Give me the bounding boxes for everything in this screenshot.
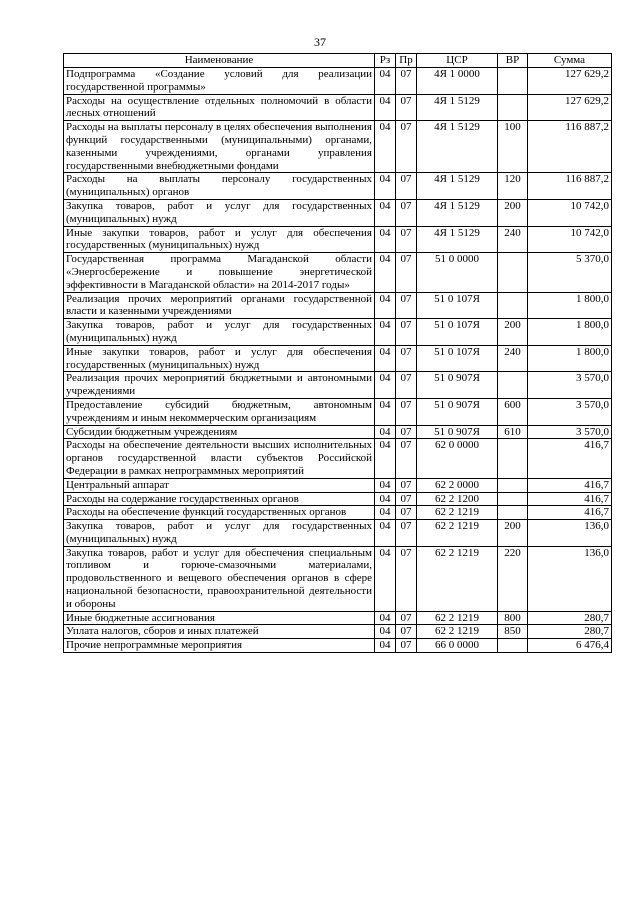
cell-rz: 04 bbox=[375, 639, 396, 653]
table-row bbox=[64, 253, 612, 292]
cell-rz: 04 bbox=[375, 546, 396, 611]
cell-rz: 04 bbox=[375, 121, 396, 173]
cell-sum: 5 370,0 bbox=[528, 253, 612, 292]
cell-sum: 6 476,4 bbox=[528, 639, 612, 653]
cell-name: Иные бюджетные ассигнования bbox=[64, 611, 375, 625]
cell-vr: 240 bbox=[498, 226, 528, 253]
cell-pr: 07 bbox=[396, 398, 417, 425]
cell-vr: 600 bbox=[498, 398, 528, 425]
cell-vr: 240 bbox=[498, 345, 528, 372]
cell-csr: 4Я 1 5129 bbox=[417, 226, 498, 253]
cell-pr: 07 bbox=[396, 425, 417, 439]
cell-name: Реализация прочих мероприятий органами государственной власти и казенными учреждениями bbox=[64, 292, 375, 319]
cell-vr: 200 bbox=[498, 199, 528, 226]
table-row bbox=[64, 425, 612, 439]
cell-csr: 51 0 907Я bbox=[417, 398, 498, 425]
cell-pr: 07 bbox=[396, 319, 417, 346]
cell-rz: 04 bbox=[375, 439, 396, 478]
table-row bbox=[64, 506, 612, 520]
cell-name: Подпрограмма «Создание условий для реализации государственной программы» bbox=[64, 68, 375, 95]
cell-name: Центральный аппарат bbox=[64, 478, 375, 492]
cell-csr: 51 0 107Я bbox=[417, 345, 498, 372]
table-row bbox=[64, 199, 612, 226]
cell-csr: 4Я 1 5129 bbox=[417, 199, 498, 226]
table-row bbox=[64, 520, 612, 547]
cell-vr: 850 bbox=[498, 625, 528, 639]
cell-sum: 1 800,0 bbox=[528, 319, 612, 346]
cell-sum: 3 570,0 bbox=[528, 372, 612, 399]
cell-name: Расходы на выплаты персоналу в целях обеспечения выполнения функций государственными (муниципальными) органами, казенными учреждениями, органами управления государственными внебюджетными фондами bbox=[64, 121, 375, 173]
cell-name: Расходы на обеспечение функций государственных органов bbox=[64, 506, 375, 520]
cell-sum: 280,7 bbox=[528, 611, 612, 625]
cell-csr: 4Я 1 5129 bbox=[417, 94, 498, 121]
cell-pr: 07 bbox=[396, 94, 417, 121]
cell-rz: 04 bbox=[375, 173, 396, 200]
cell-csr: 4Я 1 5129 bbox=[417, 121, 498, 173]
cell-name: Расходы на осуществление отдельных полномочий в области лесных отношений bbox=[64, 94, 375, 121]
cell-rz: 04 bbox=[375, 372, 396, 399]
header-pr: Пр bbox=[396, 54, 417, 68]
table-row bbox=[64, 173, 612, 200]
cell-sum: 136,0 bbox=[528, 520, 612, 547]
cell-pr: 07 bbox=[396, 292, 417, 319]
cell-rz: 04 bbox=[375, 478, 396, 492]
cell-vr bbox=[498, 506, 528, 520]
cell-sum: 127 629,2 bbox=[528, 94, 612, 121]
cell-rz: 04 bbox=[375, 292, 396, 319]
cell-pr: 07 bbox=[396, 253, 417, 292]
cell-vr: 100 bbox=[498, 121, 528, 173]
table-body bbox=[64, 68, 612, 653]
cell-pr: 07 bbox=[396, 520, 417, 547]
cell-sum: 416,7 bbox=[528, 492, 612, 506]
table-header-row bbox=[64, 54, 612, 68]
cell-sum: 127 629,2 bbox=[528, 68, 612, 95]
cell-rz: 04 bbox=[375, 492, 396, 506]
cell-sum: 1 800,0 bbox=[528, 292, 612, 319]
cell-csr: 62 2 1200 bbox=[417, 492, 498, 506]
cell-name: Реализация прочих мероприятий бюджетными и автономными учреждениями bbox=[64, 372, 375, 399]
cell-pr: 07 bbox=[396, 639, 417, 653]
cell-sum: 1 800,0 bbox=[528, 345, 612, 372]
header-name: Наименование bbox=[64, 54, 375, 68]
cell-csr: 62 0 0000 bbox=[417, 439, 498, 478]
cell-pr: 07 bbox=[396, 611, 417, 625]
cell-vr bbox=[498, 639, 528, 653]
cell-csr: 62 2 1219 bbox=[417, 611, 498, 625]
cell-csr: 62 2 1219 bbox=[417, 506, 498, 520]
cell-vr bbox=[498, 478, 528, 492]
cell-csr: 62 2 1219 bbox=[417, 546, 498, 611]
cell-vr bbox=[498, 492, 528, 506]
cell-pr: 07 bbox=[396, 68, 417, 95]
table-row bbox=[64, 478, 612, 492]
cell-rz: 04 bbox=[375, 611, 396, 625]
cell-vr bbox=[498, 292, 528, 319]
cell-name: Прочие непрограммные мероприятия bbox=[64, 639, 375, 653]
cell-rz: 04 bbox=[375, 226, 396, 253]
cell-csr: 62 2 0000 bbox=[417, 478, 498, 492]
cell-name: Расходы на выплаты персоналу государственных (муниципальных) органов bbox=[64, 173, 375, 200]
table-row bbox=[64, 292, 612, 319]
cell-csr: 51 0 107Я bbox=[417, 292, 498, 319]
cell-csr: 51 0 907Я bbox=[417, 372, 498, 399]
cell-sum: 3 570,0 bbox=[528, 398, 612, 425]
cell-csr: 4Я 1 5129 bbox=[417, 173, 498, 200]
table-row bbox=[64, 319, 612, 346]
cell-sum: 416,7 bbox=[528, 506, 612, 520]
table-row bbox=[64, 68, 612, 95]
cell-pr: 07 bbox=[396, 625, 417, 639]
cell-vr: 800 bbox=[498, 611, 528, 625]
cell-csr: 66 0 0000 bbox=[417, 639, 498, 653]
header-csr: ЦСР bbox=[417, 54, 498, 68]
cell-sum: 416,7 bbox=[528, 439, 612, 478]
cell-sum: 10 742,0 bbox=[528, 199, 612, 226]
table-row bbox=[64, 639, 612, 653]
cell-name: Закупка товаров, работ и услуг для государственных (муниципальных) нужд bbox=[64, 199, 375, 226]
cell-sum: 280,7 bbox=[528, 625, 612, 639]
cell-vr bbox=[498, 372, 528, 399]
cell-pr: 07 bbox=[396, 492, 417, 506]
cell-rz: 04 bbox=[375, 319, 396, 346]
cell-pr: 07 bbox=[396, 439, 417, 478]
table-row bbox=[64, 94, 612, 121]
cell-sum: 3 570,0 bbox=[528, 425, 612, 439]
header-vr: ВР bbox=[498, 54, 528, 68]
table-row bbox=[64, 492, 612, 506]
cell-rz: 04 bbox=[375, 398, 396, 425]
cell-rz: 04 bbox=[375, 94, 396, 121]
budget-table bbox=[63, 53, 612, 653]
cell-rz: 04 bbox=[375, 506, 396, 520]
cell-pr: 07 bbox=[396, 478, 417, 492]
cell-vr bbox=[498, 94, 528, 121]
cell-rz: 04 bbox=[375, 253, 396, 292]
cell-vr: 200 bbox=[498, 520, 528, 547]
cell-sum: 136,0 bbox=[528, 546, 612, 611]
cell-name: Расходы на содержание государственных органов bbox=[64, 492, 375, 506]
cell-name: Государственная программа Магаданской области «Энергосбережение и повышение энергетической эффективности в Магаданской области» на 2014-2017 годы» bbox=[64, 253, 375, 292]
cell-pr: 07 bbox=[396, 546, 417, 611]
cell-name: Расходы на обеспечение деятельности высших исполнительных органов государственной власти субъектов Российской Федерации в рамках непрограммных мероприятий bbox=[64, 439, 375, 478]
cell-rz: 04 bbox=[375, 345, 396, 372]
cell-csr: 4Я 1 0000 bbox=[417, 68, 498, 95]
cell-pr: 07 bbox=[396, 121, 417, 173]
table-row bbox=[64, 121, 612, 173]
cell-vr: 610 bbox=[498, 425, 528, 439]
cell-sum: 116 887,2 bbox=[528, 173, 612, 200]
header-rz: Рз bbox=[375, 54, 396, 68]
table-row bbox=[64, 226, 612, 253]
cell-csr: 62 2 1219 bbox=[417, 625, 498, 639]
cell-csr: 51 0 907Я bbox=[417, 425, 498, 439]
cell-name: Закупка товаров, работ и услуг для государственных (муниципальных) нужд bbox=[64, 520, 375, 547]
cell-pr: 07 bbox=[396, 345, 417, 372]
cell-pr: 07 bbox=[396, 506, 417, 520]
cell-vr: 200 bbox=[498, 319, 528, 346]
table-row bbox=[64, 398, 612, 425]
cell-name: Уплата налогов, сборов и иных платежей bbox=[64, 625, 375, 639]
cell-csr: 62 2 1219 bbox=[417, 520, 498, 547]
cell-sum: 116 887,2 bbox=[528, 121, 612, 173]
table-row bbox=[64, 611, 612, 625]
cell-sum: 416,7 bbox=[528, 478, 612, 492]
cell-vr bbox=[498, 439, 528, 478]
table-row bbox=[64, 625, 612, 639]
table-row bbox=[64, 546, 612, 611]
cell-name: Иные закупки товаров, работ и услуг для обеспечения государственных (муниципальных) нужд bbox=[64, 226, 375, 253]
table-row bbox=[64, 345, 612, 372]
cell-name: Закупка товаров, работ и услуг для обеспечения специальным топливом и горюче-смазочными материалами, продовольственного и вещевого обеспечения органов в сфере национальной безопасности, правоохранительной деятельности и обороны bbox=[64, 546, 375, 611]
table-row bbox=[64, 439, 612, 478]
cell-sum: 10 742,0 bbox=[528, 226, 612, 253]
cell-rz: 04 bbox=[375, 68, 396, 95]
cell-rz: 04 bbox=[375, 425, 396, 439]
cell-name: Предоставление субсидий бюджетным, автономным учреждениям и иным некоммерческим организациям bbox=[64, 398, 375, 425]
cell-csr: 51 0 107Я bbox=[417, 319, 498, 346]
page-number: 37 bbox=[314, 35, 326, 49]
cell-pr: 07 bbox=[396, 199, 417, 226]
cell-pr: 07 bbox=[396, 173, 417, 200]
cell-pr: 07 bbox=[396, 226, 417, 253]
cell-name: Иные закупки товаров, работ и услуг для обеспечения государственных (муниципальных) нужд bbox=[64, 345, 375, 372]
header-sum: Сумма bbox=[528, 54, 612, 68]
cell-rz: 04 bbox=[375, 520, 396, 547]
cell-rz: 04 bbox=[375, 625, 396, 639]
cell-name: Закупка товаров, работ и услуг для государственных (муниципальных) нужд bbox=[64, 319, 375, 346]
cell-pr: 07 bbox=[396, 372, 417, 399]
cell-vr bbox=[498, 68, 528, 95]
table-row bbox=[64, 372, 612, 399]
cell-vr: 120 bbox=[498, 173, 528, 200]
cell-rz: 04 bbox=[375, 199, 396, 226]
cell-vr bbox=[498, 253, 528, 292]
cell-csr: 51 0 0000 bbox=[417, 253, 498, 292]
cell-name: Субсидии бюджетным учреждениям bbox=[64, 425, 375, 439]
cell-vr: 220 bbox=[498, 546, 528, 611]
